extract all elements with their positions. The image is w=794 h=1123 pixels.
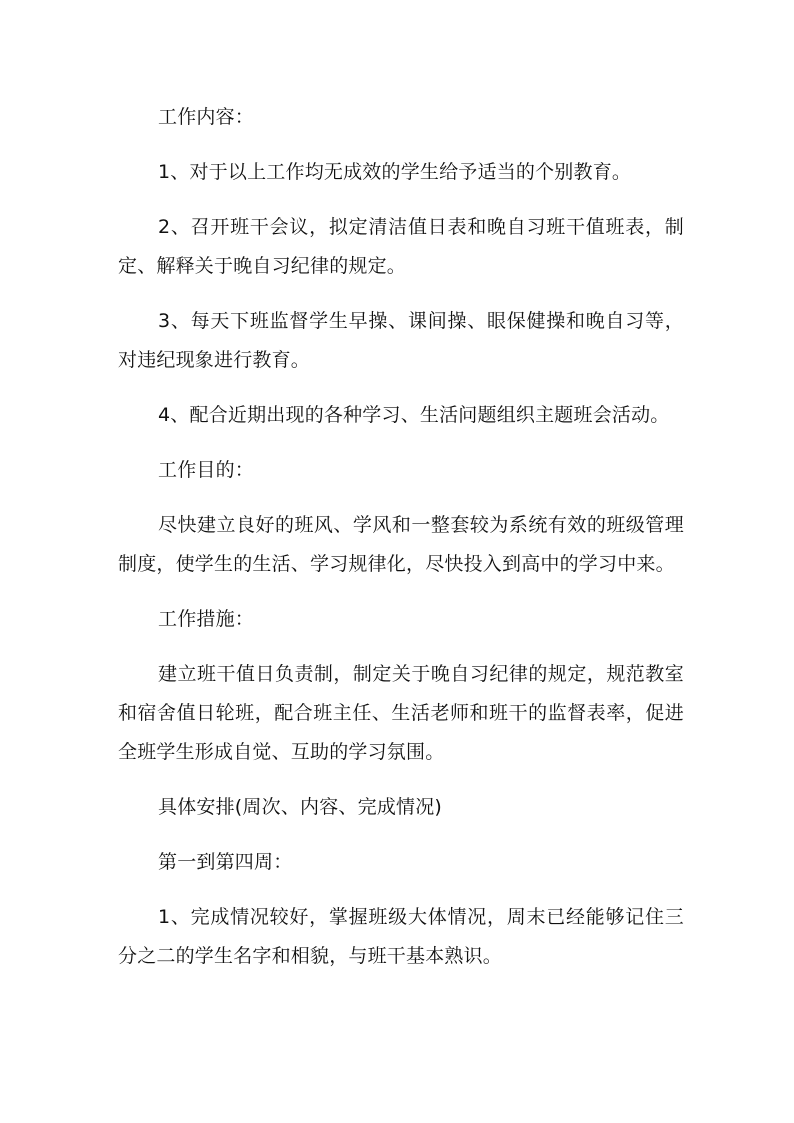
heading-work-measures: 工作措施： (158, 608, 255, 630)
paragraph-measures: 建立班干值日负责制，制定关于晚自习纪律的规定，规范教室和宿舍值日轮班，配合班主任、生活老师和班干的监督表率，促进全班学生形成自觉、互助的学习氛围。 (118, 663, 684, 763)
paragraph-item-3: 3、每天下班监督学生早操、课间操、眼保健操和晚自习等，对违纪现象进行教育。 (118, 310, 684, 371)
heading-week-1-4: 第一到第四周： (158, 851, 293, 873)
paragraph-week-1-4-item-1: 1、完成情况较好，掌握班级大体情况，周末已经能够记住三分之二的学生名字和相貌，与班干基本熟识。 (118, 906, 684, 967)
paragraph-purpose: 尽快建立良好的班风、学风和一整套较为系统有效的班级管理制度，使学生的生活、学习规律化，尽快投入到高中的学习中来。 (118, 514, 684, 575)
paragraph-item-4: 4、配合近期出现的各种学习、生活问题组织主题班会活动。 (158, 404, 670, 426)
paragraph-item-1: 1、对于以上工作均无成效的学生给予适当的个别教育。 (158, 161, 632, 183)
document-page (118, 98, 684, 992)
paragraph-item-2: 2、召开班干会议，拟定清洁值日表和晚自习班干值班表，制定、解释关于晚自习纪律的规定。 (118, 216, 684, 277)
heading-schedule: 具体安排(周次、内容、完成情况) (158, 796, 443, 818)
heading-work-purpose: 工作目的： (158, 459, 255, 481)
heading-work-content: 工作内容： (158, 106, 255, 128)
